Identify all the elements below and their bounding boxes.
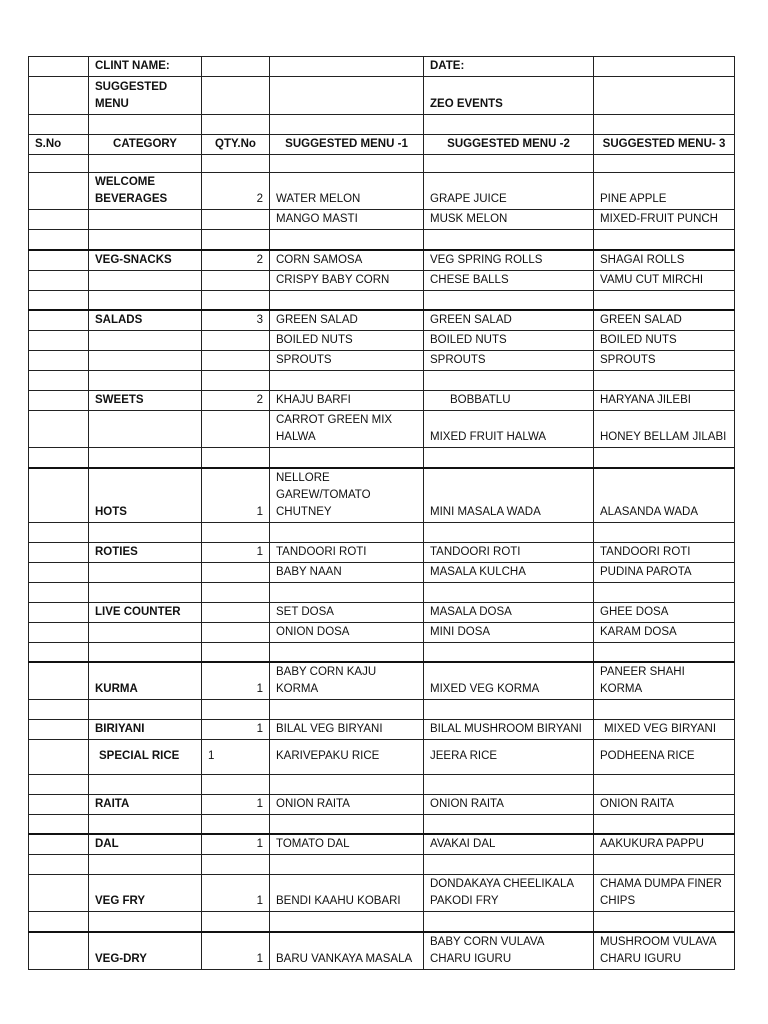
quantity: 1: [202, 662, 270, 700]
menu-sheet: [28, 56, 735, 970]
category-name: VEG FRY: [89, 875, 202, 912]
table-row: [29, 391, 735, 411]
table-row: [29, 563, 735, 583]
menu-1-item: BILAL VEG BIRYANI: [270, 719, 424, 739]
menu-1-item: ONION DOSA: [270, 623, 424, 643]
menu-1-item: KHAJU BARFI: [270, 391, 424, 411]
quantity: 2: [202, 250, 270, 271]
quantity: 1: [202, 739, 270, 774]
menu-1-item: ONION RAITA: [270, 794, 424, 814]
cell[interactable]: [270, 57, 424, 77]
quantity: 1: [202, 794, 270, 814]
menu-3-item: PODHEENA RICE: [594, 739, 735, 774]
menu-1-item: GREEN SALAD: [270, 310, 424, 331]
column-header-qty: QTY.No: [202, 135, 270, 155]
table-row: [29, 603, 735, 623]
menu-3-item: PANEER SHAHI KORMA: [594, 662, 735, 700]
category-name: SWEETS: [89, 391, 202, 411]
category-name: SALADS: [89, 310, 202, 331]
menu-3-item: GREEN SALAD: [594, 310, 735, 331]
menu-2-item: MASALA KULCHA: [424, 563, 594, 583]
table-row: [29, 250, 735, 271]
menu-3-item: KARAM DOSA: [594, 623, 735, 643]
menu-2-item: GRAPE JUICE: [424, 173, 594, 210]
table-row: [29, 270, 735, 290]
menu-3-item: MIXED VEG BIRYANI: [594, 719, 735, 739]
menu-2-item: JEERA RICE: [424, 739, 594, 774]
category-name: RAITA: [89, 794, 202, 814]
quantity: 2: [202, 391, 270, 411]
column-header-sno: S.No: [29, 135, 89, 155]
menu-3-item: SHAGAI ROLLS: [594, 250, 735, 271]
category-name: SPECIAL RICE: [89, 739, 202, 774]
category-name: ROTIES: [89, 543, 202, 563]
menu-1-item: TANDOORI ROTI: [270, 543, 424, 563]
table-row: [29, 543, 735, 563]
table-row: [29, 662, 735, 700]
menu-1-item: CRISPY BABY CORN: [270, 270, 424, 290]
menu-2-item: BILAL MUSHROOM BIRYANI: [424, 719, 594, 739]
category-name: LIVE COUNTER: [89, 603, 202, 623]
menu-3-item: TANDOORI ROTI: [594, 543, 735, 563]
menu-1-item: BOILED NUTS: [270, 331, 424, 351]
menu-1-item: CARROT GREEN MIX HALWA: [270, 411, 424, 448]
column-header-menu-1: SUGGESTED MENU -1: [270, 135, 424, 155]
quantity: 1: [202, 932, 270, 970]
client-name-value-cell[interactable]: [202, 57, 270, 77]
menu-1-item: BABY NAAN: [270, 563, 424, 583]
category-name: DAL: [89, 834, 202, 855]
table-row: [29, 875, 735, 912]
category-name: KURMA: [89, 662, 202, 700]
menu-2-item: CHESE BALLS: [424, 270, 594, 290]
menu-2-item: MASALA DOSA: [424, 603, 594, 623]
menu-2-item: AVAKAI DAL: [424, 834, 594, 855]
table-row: [29, 310, 735, 331]
table-row: [29, 331, 735, 351]
menu-2-item: BABY CORN VULAVA CHARU IGURU: [424, 932, 594, 970]
date-value-cell[interactable]: [594, 57, 735, 77]
menu-1-item: MANGO MASTI: [270, 210, 424, 230]
client-name-label: CLINT NAME:: [89, 57, 202, 77]
cell[interactable]: [29, 57, 89, 77]
menu-2-item: ONION RAITA: [424, 794, 594, 814]
menu-2-item: BOILED NUTS: [424, 331, 594, 351]
menu-1-item: KARIVEPAKU RICE: [270, 739, 424, 774]
menu-2-item: MUSK MELON: [424, 210, 594, 230]
table-row: [29, 468, 735, 523]
menu-1-item: CORN SAMOSA: [270, 250, 424, 271]
column-header-row: [29, 135, 735, 155]
suggested-menu-label: SUGGESTED MENU: [89, 77, 202, 115]
menu-3-item: SPROUTS: [594, 351, 735, 371]
menu-3-item: PINE APPLE: [594, 173, 735, 210]
menu-1-item: WATER MELON: [270, 173, 424, 210]
table-row: [29, 739, 735, 774]
menu-3-item: VAMU CUT MIRCHI: [594, 270, 735, 290]
menu-3-item: BOILED NUTS: [594, 331, 735, 351]
table-row: [29, 351, 735, 371]
menu-3-item: MUSHROOM VULAVA CHARU IGURU: [594, 932, 735, 970]
category-name: HOTS: [89, 468, 202, 523]
category-name: WELCOME BEVERAGES: [89, 173, 202, 210]
quantity: 3: [202, 310, 270, 331]
table-row: [29, 411, 735, 448]
menu-3-item: ONION RAITA: [594, 794, 735, 814]
cell[interactable]: [29, 77, 89, 115]
menu-2-item: SPROUTS: [424, 351, 594, 371]
menu-3-item: HONEY BELLAM JILABI: [594, 411, 735, 448]
menu-3-item: GHEE DOSA: [594, 603, 735, 623]
menu-3-item: PUDINA PAROTA: [594, 563, 735, 583]
category-name: BIRIYANI: [89, 719, 202, 739]
table-row: [29, 834, 735, 855]
menu-2-item: MINI MASALA WADA: [424, 468, 594, 523]
table-row: [29, 932, 735, 970]
quantity: 1: [202, 875, 270, 912]
table-row: [29, 210, 735, 230]
table-row: [29, 623, 735, 643]
menu-1-item: BABY CORN KAJU KORMA: [270, 662, 424, 700]
quantity: 1: [202, 468, 270, 523]
quantity: 1: [202, 719, 270, 739]
category-name: VEG-SNACKS: [89, 250, 202, 271]
menu-1-item: NELLORE GAREW/TOMATO CHUTNEY: [270, 468, 424, 523]
quantity: 1: [202, 834, 270, 855]
column-header-category: CATEGORY: [89, 135, 202, 155]
menu-1-item: SPROUTS: [270, 351, 424, 371]
menu-1-item: SET DOSA: [270, 603, 424, 623]
date-label: DATE:: [424, 57, 594, 77]
menu-3-item: AAKUKURA PAPPU: [594, 834, 735, 855]
company-name: ZEO EVENTS: [424, 77, 594, 115]
menu-3-item: ALASANDA WADA: [594, 468, 735, 523]
quantity: 1: [202, 543, 270, 563]
menu-3-item: HARYANA JILEBI: [594, 391, 735, 411]
cell[interactable]: [594, 77, 735, 115]
menu-2-item: GREEN SALAD: [424, 310, 594, 331]
menu-2-item: MIXED VEG KORMA: [424, 662, 594, 700]
column-header-menu-2: SUGGESTED MENU -2: [424, 135, 594, 155]
quantity: [202, 603, 270, 623]
menu-1-item: BENDI KAAHU KOBARI: [270, 875, 424, 912]
menu-1-item: BARU VANKAYA MASALA: [270, 932, 424, 970]
menu-2-item: MIXED FRUIT HALWA: [424, 411, 594, 448]
menu-2-item: TANDOORI ROTI: [424, 543, 594, 563]
table-row: [29, 794, 735, 814]
menu-3-item: CHAMA DUMPA FINER CHIPS: [594, 875, 735, 912]
menu-2-item: BOBBATLU: [424, 391, 594, 411]
menu-2-item: DONDAKAYA CHEELIKALA PAKODI FRY: [424, 875, 594, 912]
menu-2-item: VEG SPRING ROLLS: [424, 250, 594, 271]
cell[interactable]: [202, 77, 270, 115]
category-name: VEG-DRY: [89, 932, 202, 970]
cell[interactable]: [270, 77, 424, 115]
menu-3-item: MIXED-FRUIT PUNCH: [594, 210, 735, 230]
menu-2-item: MINI DOSA: [424, 623, 594, 643]
quantity: 2: [202, 173, 270, 210]
table-row: [29, 173, 735, 210]
column-header-menu-3: SUGGESTED MENU- 3: [594, 135, 735, 155]
menu-1-item: TOMATO DAL: [270, 834, 424, 855]
table-row: [29, 719, 735, 739]
